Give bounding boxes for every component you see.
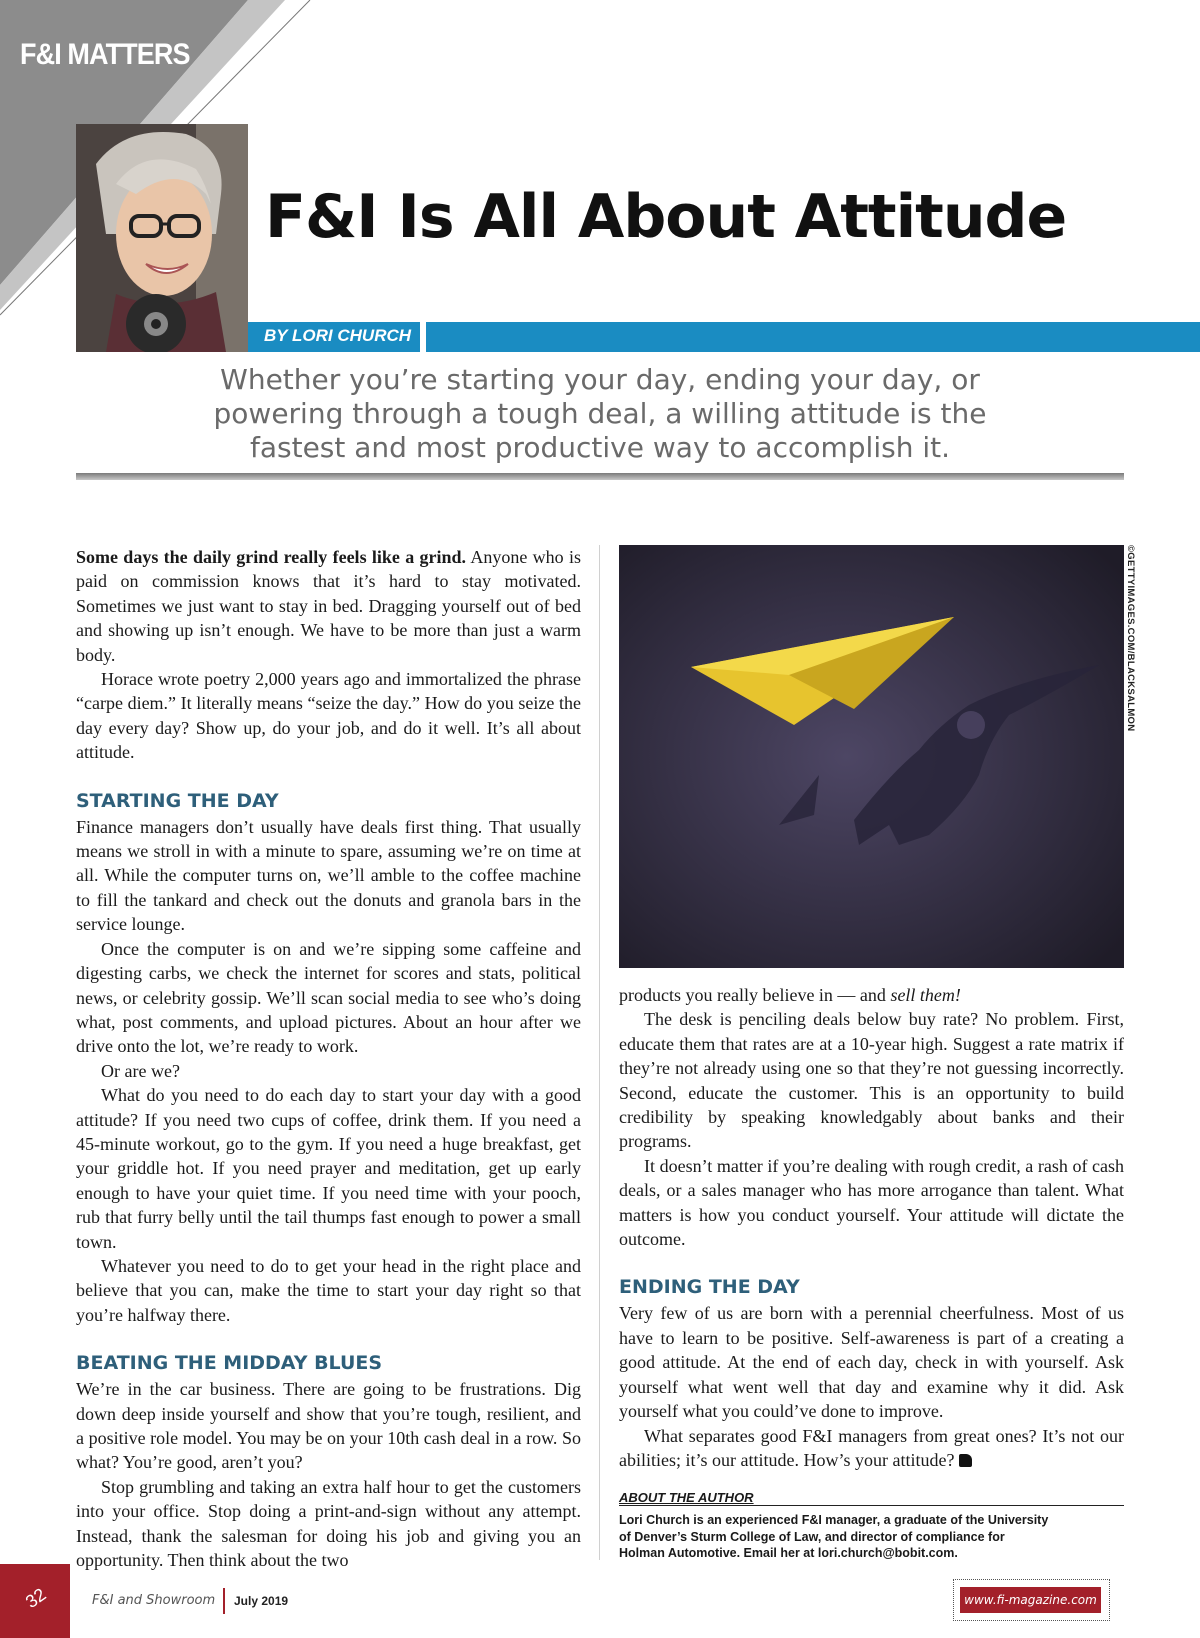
- paragraph: We’re in the car business. There are going to be frustrations. Dig down deep inside yourself and show that you’re tough, resilient, and a positive role model. You may be on your 10th cash deal in a row. So what? You’re good, aren’t you?: [76, 1379, 581, 1473]
- paragraph: The desk is penciling deals below buy rate? No problem. First, educate them that rates are at a 10-year high. Suggest a rate matrix if they’re not already using one so that they’re not guessing incorrectly. Second, educate the customer. This is an opportunity to build credibility by speaking knowledgably about banks and their programs.: [619, 1009, 1124, 1152]
- paragraph: Whatever you need to do to get your head in the right place and believe that you can, make the time to start your day right so that you’re halfway there.: [76, 1255, 581, 1325]
- page-number: 32: [21, 1584, 50, 1613]
- continuation-text: products you really believe in — and: [619, 985, 891, 1005]
- closing-text: What separates good F&I managers from great ones? It’s not our abilities; it’s our attitude. How’s your attitude?: [619, 1425, 1124, 1470]
- paragraph: Or are we?: [101, 1060, 180, 1081]
- author-portrait: [76, 124, 248, 352]
- end-mark-icon: [959, 1454, 972, 1467]
- intro-paragraph: [76, 545, 581, 667]
- paper-plane-photo: [619, 545, 1124, 968]
- paragraph: Very few of us are born with a perennial cheerfulness. Most of us have to learn to be positive. Self-awareness is part of a creating a good attitude. At the end of each day, check in with yourself. Ask yourself what went well that day and examine why it did. Ask yourself what you could’ve done to improve.: [619, 1303, 1124, 1422]
- paragraph: Horace wrote poetry 2,000 years ago and immortalized the phrase “carpe diem.” It literally means “seize the day.” How do you seize the day every day? Show up, do your job, and do it well. It’s all about attitude.: [76, 669, 581, 763]
- paragraph: [619, 983, 1124, 1007]
- deck: [120, 363, 1080, 465]
- continuation-emphasis: sell them!: [890, 985, 961, 1005]
- about-line: of Denver’s Sturm College of Law, and director of compliance for: [619, 1529, 1005, 1544]
- photo-credit-text: ©GETTYIMAGES.COM/BLACKSALMON: [1125, 545, 1136, 732]
- paragraph: What do you need to do each day to start your day with a good attitude? If you need two cups of coffee, drink them. If you need a 45-minute workout, go to the gym. If you need a huge breakfast, get your griddle hot. If you need prayer and meditation, get up early enough to have your quiet time. If you need time with your pooch, rub that furry belly until the tail thumps fast enough to power a small town.: [76, 1085, 581, 1252]
- about-line: Lori Church is an experienced F&I manager, a graduate of the University: [619, 1513, 1049, 1527]
- article-title: F&I Is All About Attitude: [265, 182, 1067, 252]
- subhead-midday: BEATING THE MIDDAY BLUES: [76, 1352, 383, 1375]
- magazine-url-link[interactable]: www.fi-magazine.com: [960, 1587, 1101, 1613]
- subhead-starting: STARTING THE DAY: [76, 789, 279, 812]
- deck-line: powering through a tough deal, a willing attitude is the: [213, 397, 987, 430]
- deck-line: Whether you’re starting your day, ending your day, or: [220, 363, 980, 396]
- paragraph: Stop grumbling and taking an extra half hour to get the customers into your office. Stop doing a print-and-sign without any attempt. Instead, thank the salesman for doing his job and giving you an opportunity. Then think about the two: [76, 1476, 581, 1571]
- left-column: [76, 545, 581, 1572]
- about-author-text: [619, 1512, 1124, 1562]
- paragraph: [619, 1424, 1124, 1473]
- publication-name: F&I and Showroom: [92, 1593, 216, 1608]
- intro-rest: Anyone who is paid on commission knows that it’s hard to stay motivated. Sometimes we just want to stay in bed. Dragging yourself out of bed and showing up isn’t enough. We have to be more than just a warm body.: [76, 547, 582, 665]
- deck-rule: [76, 473, 1124, 480]
- right-column: [619, 983, 1124, 1472]
- title-rule: [426, 322, 1200, 352]
- paragraph: It doesn’t matter if you’re dealing with rough credit, a rash of cash deals, or a sales manager who has more arrogance than talent. What matters is how you conduct yourself. Your attitude will dictate the outcome.: [619, 1155, 1124, 1250]
- column-divider: [599, 545, 600, 1560]
- paragraph: Once the computer is on and we’re sipping some caffeine and digesting carbs, we check the internet for scores and stats, political news, or celebrity gossip. We’ll scan social media to see who’s doing what, post comments, and upload pictures. About an hour after we drive onto the lot, we’re ready to work.: [76, 938, 581, 1057]
- byline: BY LORI CHURCH: [264, 326, 412, 345]
- about-line: Holman Automotive. Email her at lori.church@bobit.com.: [619, 1546, 958, 1560]
- issue-date: July 2019: [234, 1594, 289, 1608]
- about-author-heading: ABOUT THE AUTHOR: [619, 1490, 1124, 1506]
- section-tag: F&I MATTERS: [20, 38, 190, 71]
- deck-line: fastest and most productive way to accomplish it.: [249, 431, 950, 464]
- intro-lead: Some days the daily grind really feels like a grind.: [76, 547, 467, 567]
- photo-credit: [1122, 545, 1140, 732]
- subhead-ending: ENDING THE DAY: [619, 1276, 800, 1299]
- footer-separator: [223, 1588, 225, 1614]
- paragraph: Finance managers don’t usually have deals first thing. That usually means we stroll in with a minute to spare, assuming we’re on time at all. While the computer turns on, we’ll amble to the coffee machine to fill the tankard and check out the donuts and granola bars in the service lounge.: [76, 816, 581, 935]
